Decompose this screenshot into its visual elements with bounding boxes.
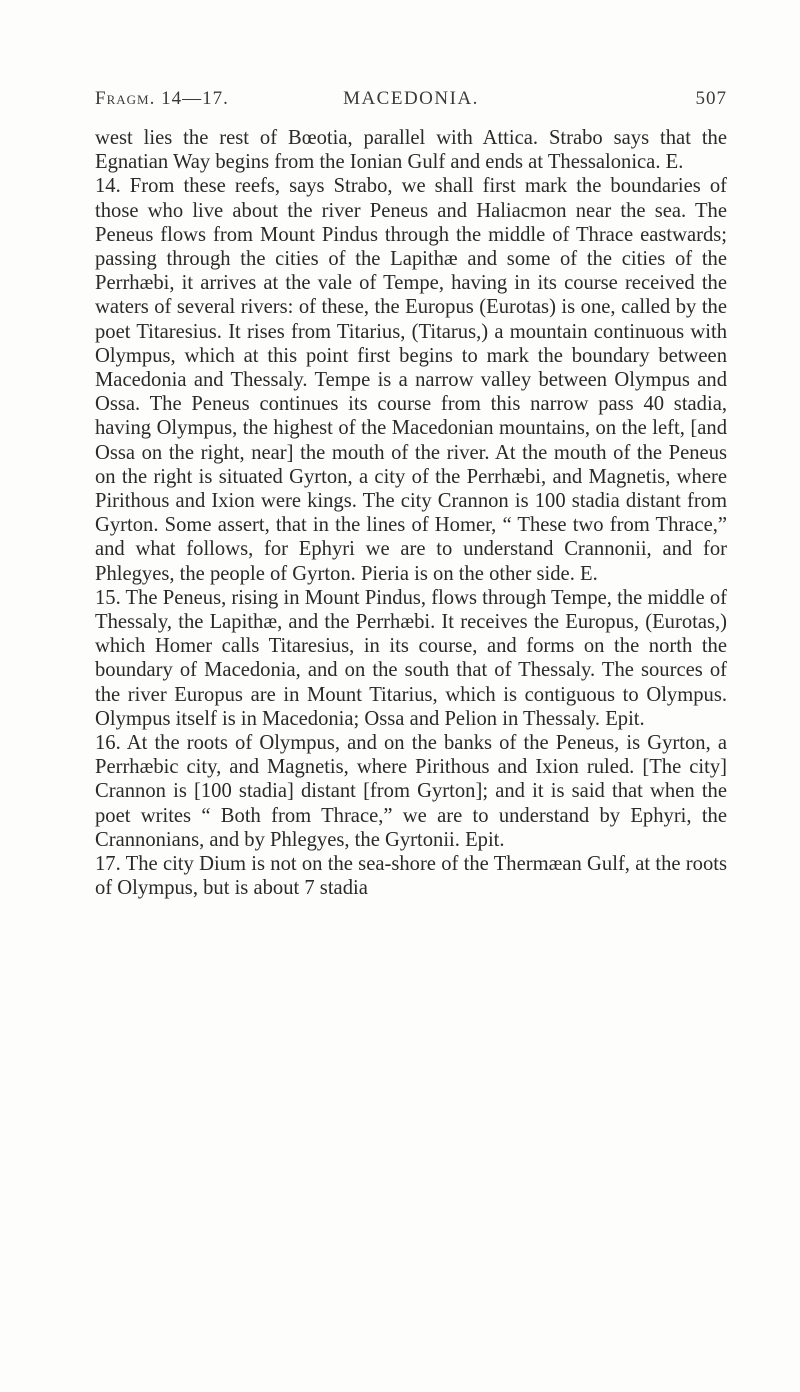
section-title: MACEDONIA. xyxy=(343,88,479,109)
paragraph-16: 16. At the roots of Olympus, and on the banks of the Peneus, is Gyrton, a Perrhæbic city, and Magnetis, where Pirithous and Ixion ruled. [The city] Crannon is [100 stadia] distant [from Gyrton]; and it is said that when the poet writes “ Both from Thrace,” we are to understand by Ephyri, the Crannonians, and by Phlegyes, the Gyrtonii. Epit. xyxy=(95,732,727,851)
paragraph-15: 15. The Peneus, rising in Mount Pindus, flows through Tempe, the middle of Thessaly, the Lapithæ, and the Perrhæbi. It receives the Europus, (Eurotas,) which Homer calls Titaresius, in its course, and forms on the north the boundary of Macedonia, and on the south that of Thessaly. The sources of the river Europus are in Mount Titarius, which is contiguous to Olympus. Olympus itself is in Macedonia; Ossa and Pelion in Thessaly. Epit. xyxy=(95,586,727,730)
paragraph-17: 17. The city Dium is not on the sea-shore of the Thermæan Gulf, at the roots of Olympus, but is about 7 stadia xyxy=(95,853,727,900)
paragraph-continuation: west lies the rest of Bœotia, parallel with Attica. Strabo says that the Egnatian Way begins from the Ionian Gulf and ends at Thessalonica. E. xyxy=(95,127,727,174)
body-text xyxy=(95,126,727,901)
paragraph-14: 14. From these reefs, says Strabo, we shall first mark the boundaries of those who live about the river Peneus and Haliacmon near the sea. The Peneus flows from Mount Pindus through the middle of Thrace eastwards; passing through the cities of the Lapithæ and some of the cities of the Perrhæbi, it arrives at the vale of Tempe, having in its course received the waters of several rivers: of these, the Europus (Eurotas) is one, called by the poet Titaresius. It rises from Titarius, (Titarus,) a mountain continuous with Olympus, which at this point first begins to mark the boundary between Macedonia and Thessaly. Tempe is a narrow valley between Olympus and Ossa. The Peneus continues its course from this narrow pass 40 stadia, having Olympus, the highest of the Macedonian mountains, on the left, [and Ossa on the right, near] the mouth of the river. At the mouth of the Peneus on the right is situated Gyrton, a city of the Perrhæbi, and Magnetis, where Pirithous and Ixion were kings. The city Crannon is 100 stadia distant from Gyrton. Some assert, that in the lines of Homer, “ These two from Thrace,” and what follows, for Ephyri we are to understand Crannonii, and for Phlegyes, the people of Gyrton. Pieria is on the other side. E. xyxy=(95,175,727,585)
running-header xyxy=(95,88,727,118)
page-number: 507 xyxy=(695,88,727,109)
fragment-range: Fragm. 14—17. xyxy=(95,88,229,109)
